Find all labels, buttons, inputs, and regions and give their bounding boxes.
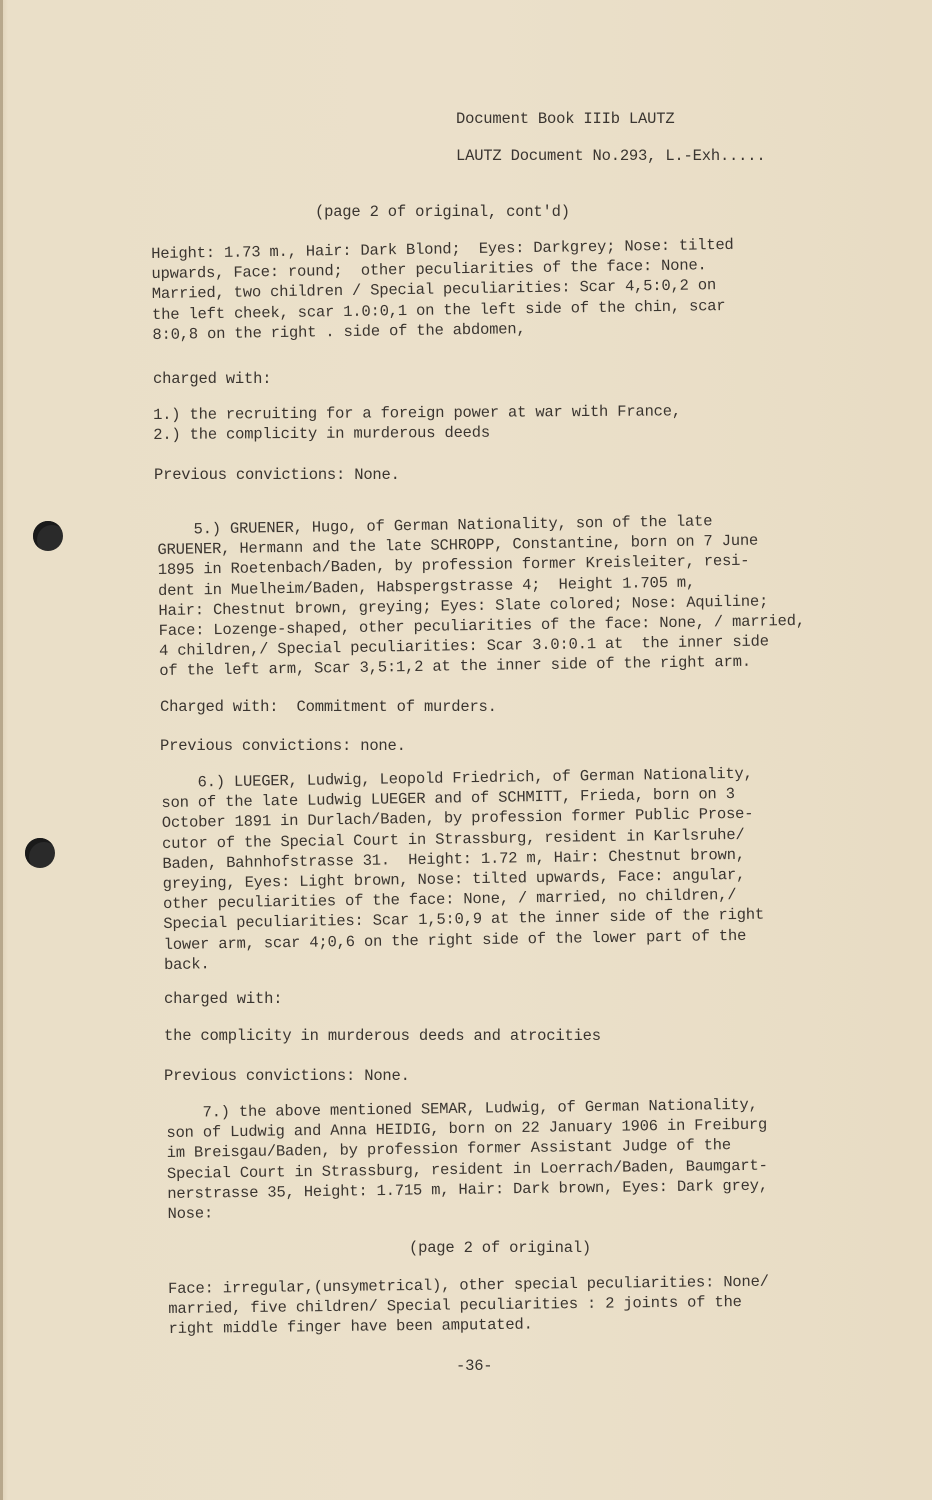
text-line: Hair: Chestnut brown, greying; Eyes: Slate colored; Nose: Aquiline; bbox=[158, 592, 769, 620]
punch-hole bbox=[33, 521, 63, 551]
person-7-description bbox=[166, 1095, 768, 1225]
text-line: the left cheek, scar 1.0:0,1 on the left side of the chin, scar bbox=[151, 296, 726, 324]
intro-description bbox=[151, 235, 735, 345]
person-5-description bbox=[157, 510, 806, 682]
text-line: 8:0,8 on the right . side of the abdomen, bbox=[152, 319, 526, 344]
text-line: married, five children/ Special peculiarities : 2 joints of the bbox=[168, 1293, 742, 1319]
text-line: October 1891 in Durlach/Baden, by profession former Public Prose- bbox=[161, 805, 754, 833]
charge-item: the complicity in murderous deeds and atrocities bbox=[164, 1027, 601, 1045]
document-book-title: Document Book IIIb LAUTZ bbox=[456, 110, 675, 128]
charge-item: 2.) the complicity in murderous deeds bbox=[153, 423, 491, 445]
continued-note: (page 2 of original, cont'd) bbox=[315, 203, 570, 221]
text-line: 6.) LUEGER, Ludwig, Leopold Friedrich, of German Nationality, bbox=[161, 764, 753, 792]
text-line: greying, Eyes: Light brown, Nose: tilted upwards, Face: angular, bbox=[162, 865, 746, 894]
charged-with-label: charged with: bbox=[153, 370, 272, 388]
text-line: Special peculiarities: Scar 1,5:0,9 at the inner side of the right bbox=[163, 905, 765, 934]
document-number: LAUTZ Document No.293, L.-Exh..... bbox=[456, 147, 766, 165]
text-line: dent in Muelheim/Baden, Habspergstrasse 4; Height 1.705 m, bbox=[157, 573, 696, 600]
text-line: 1895 in Roetenbach/Baden, by profession former Kreisleiter, resi- bbox=[157, 552, 750, 580]
charges-list bbox=[153, 401, 681, 445]
charged-with-murders: Charged with: Commitment of murders. bbox=[160, 698, 497, 716]
text-line: GRUENER, Hermann and the late SCHROPP, Constantine, born on 7 June bbox=[157, 531, 759, 560]
text-line: Special Court in Strassburg, resident in Loerrach/Baden, Baumgart- bbox=[166, 1156, 768, 1183]
text-line: of the left arm, Scar 3,5:1,2 at the inner side of the right arm. bbox=[159, 653, 752, 681]
person-6-description bbox=[161, 764, 765, 975]
previous-convictions: Previous convictions: None. bbox=[154, 466, 400, 484]
text-line: lower arm, scar 4;0,6 on the right side of the lower part of the bbox=[163, 926, 747, 954]
charged-with-label: charged with: bbox=[164, 990, 283, 1008]
charge-item: 1.) the recruiting for a foreign power at war with France, bbox=[153, 402, 682, 424]
text-line: 7.) the above mentioned SEMAR, Ludwig, of German Nationality, bbox=[166, 1095, 758, 1122]
text-line: 5.) GRUENER, Hugo, of German Nationality, son of the late bbox=[157, 512, 713, 539]
previous-convictions: Previous convictions: None. bbox=[164, 1067, 410, 1085]
text-line: Baden, Bahnhofstrasse 31. Height: 1.72 m, Hair: Chestnut brown, bbox=[162, 845, 745, 873]
text-line: 4 children,/ Special peculiarities: Scar 3.0:0.1 at the inner side bbox=[158, 632, 769, 661]
text-line: Face: irregular,(unsymetrical), other special peculiarities: None/ bbox=[168, 1272, 769, 1298]
punch-hole bbox=[25, 838, 55, 868]
text-line: nerstrasse 35, Height: 1.715 m, Hair: Dark brown, Eyes: Dark grey, bbox=[167, 1176, 769, 1203]
text-line: back. bbox=[163, 955, 210, 974]
text-line: other peculiarities of the face: None, / married, no children,/ bbox=[162, 886, 737, 914]
page-of-original-note: (page 2 of original) bbox=[409, 1239, 592, 1257]
page-edge bbox=[0, 0, 3, 1500]
text-line: Nose: bbox=[167, 1204, 214, 1224]
text-line: Height: 1.73 m., Hair: Dark Blond; Eyes: Darkgrey; Nose: tilted bbox=[151, 235, 734, 263]
person-7-continuation bbox=[168, 1272, 769, 1340]
text-line: Married, two children / Special peculiarities: Scar 4,5:0,2 on bbox=[151, 276, 717, 304]
text-line: im Breisgau/Baden, by profession former Assistant Judge of the bbox=[166, 1136, 732, 1163]
text-line: son of Ludwig and Anna HEIDIG, born on 22 January 1906 in Freiburg bbox=[166, 1115, 768, 1143]
text-line: right middle finger have been amputated. bbox=[168, 1315, 533, 1339]
page-number: -36- bbox=[456, 1357, 493, 1375]
text-line: upwards, Face: round; other peculiarities of the face: None. bbox=[151, 256, 707, 284]
text-line: Face: Lozenge-shaped, other peculiarities of the face: None, / married, bbox=[158, 611, 806, 641]
text-line: son of the late Ludwig LUEGER and of SCHMITT, Frieda, born on 3 bbox=[161, 785, 735, 813]
previous-convictions: Previous convictions: none. bbox=[160, 737, 406, 755]
text-line: cutor of the Special Court in Strassburg, resident in Karlsruhe/ bbox=[161, 825, 745, 853]
